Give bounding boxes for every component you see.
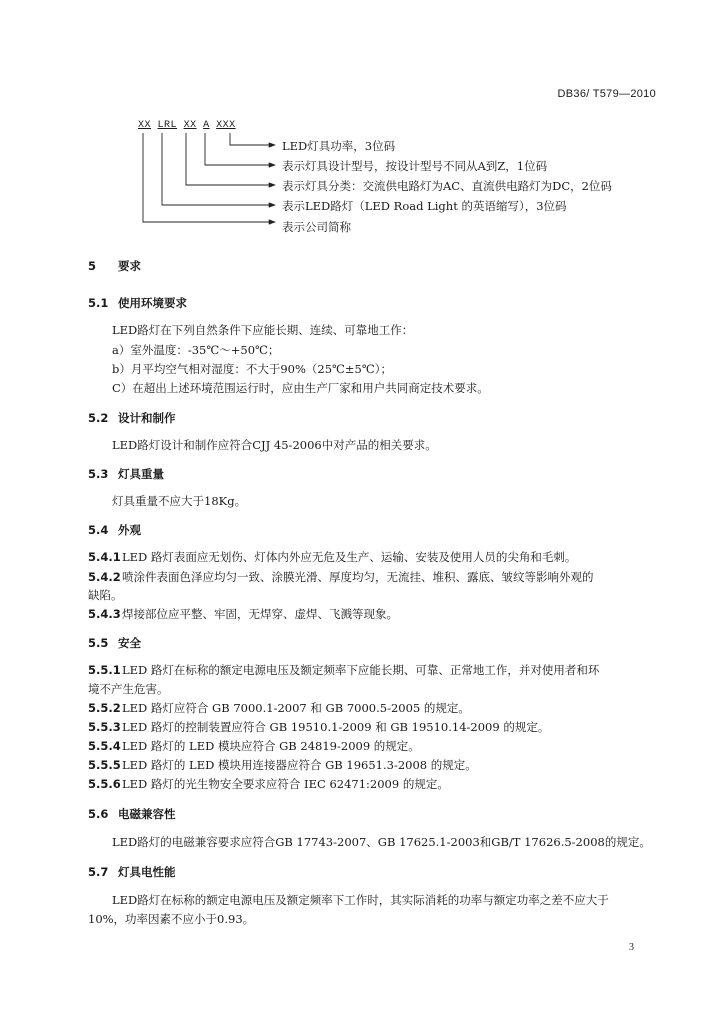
- naming-desc-power: LED灯具功率，3位码: [282, 139, 396, 153]
- section-heading: 5.1 使用环境要求: [88, 296, 187, 310]
- code-segment: XX: [138, 120, 152, 131]
- clause: 5.5.4LED 路灯的 LED 模块应符合 GB 24819-2009 的规定。: [88, 739, 420, 753]
- clause: 5.5.3LED 路灯的控制装置应符合 GB 19510.1-2009 和 GB 19510.14-2009 的规定。: [88, 720, 550, 734]
- page-number: 3: [629, 942, 634, 953]
- section-heading: 5 要求: [88, 259, 141, 273]
- clause: 5.5.1LED 路灯在标称的额定电源电压及额定频率下应能长期、可靠、正常地工作，并对使用者和环: [88, 663, 600, 677]
- code-segment: LRL: [157, 120, 178, 131]
- section-heading: 5.5 安全: [88, 636, 141, 650]
- clause: 5.4.3焊接部位应平整、牢固，无焊穿、虚焊、飞溅等现象。: [88, 607, 398, 621]
- clause: 5.5.5LED 路灯的 LED 模块用连接器应符合 GB 19651.3-2008 的规定。: [88, 758, 477, 772]
- clause: 5.4.2喷涂件表面色泽应均匀一致、涂膜光滑、厚度均匀，无流挂、堆积、露底、皱纹等影响外观的: [88, 570, 594, 584]
- clause-continuation: 缺陷。: [88, 588, 123, 602]
- clause: 5.5.6LED 路灯的光生物安全要求应符合 IEC 62471:2009 的规定。: [88, 777, 449, 791]
- section-heading: 5.6 电磁兼容性: [88, 807, 176, 821]
- naming-desc-model: 表示灯具设计型号，按设计型号不同从A到Z，1位码: [282, 159, 548, 173]
- arrow-line: [162, 133, 275, 205]
- code-segment: XXX: [216, 120, 236, 131]
- paragraph: C）在超出上述环境范围运行时，应由生产厂家和用户共同商定技术要求。: [112, 381, 489, 395]
- paragraph: 灯具重量不应大于18Kg。: [112, 494, 247, 508]
- paragraph: LED路灯在下列自然条件下应能长期、连续、可靠地工作：: [112, 323, 414, 337]
- code-segment: A: [203, 120, 210, 131]
- clause-continuation: 境不产生危害。: [88, 682, 169, 696]
- paragraph: a）室外温度：-35℃～+50℃；: [112, 343, 280, 357]
- arrow-line: [230, 133, 275, 145]
- paragraph-continuation: 10%，功率因素不应小于0.93。: [88, 912, 255, 926]
- paragraph: LED路灯的电磁兼容要求应符合GB 17743-2007、GB 17625.1-2003和GB/T 17626.5-2008的规定。: [112, 835, 651, 849]
- paragraph: LED路灯设计和制作应符合CJJ 45-2006中对产品的相关要求。: [112, 438, 437, 452]
- section-heading: 5.7 灯具电性能: [88, 865, 176, 879]
- naming-diagram-lines: [0, 0, 724, 260]
- document-code: DB36/ T579—2010: [557, 88, 656, 100]
- naming-desc-type: 表示灯具分类：交流供电路灯为AC、直流供电路灯为DC，2位码: [282, 179, 612, 193]
- clause: 5.5.2LED 路灯应符合 GB 7000.1-2007 和 GB 7000.5-2005 的规定。: [88, 701, 470, 715]
- section-heading: 5.2 设计和制作: [88, 411, 176, 425]
- section-heading: 5.4 外观: [88, 523, 141, 537]
- arrow-line: [143, 133, 275, 222]
- clause: 5.4.1LED 路灯表面应无划伤、灯体内外应无危及生产、运输、安装及使用人员的尖角和毛刺。: [88, 550, 577, 564]
- paragraph: LED路灯在标称的额定电源电压及额定频率下工作时，其实际消耗的功率与额定功率之差不应大于: [112, 893, 609, 907]
- code-segment: XX: [183, 120, 197, 131]
- section-heading: 5.3 灯具重量: [88, 467, 164, 481]
- naming-desc-company: 表示公司简称: [282, 220, 351, 234]
- arrow-line: [186, 133, 275, 185]
- arrow-line: [205, 133, 275, 165]
- naming-desc-led: 表示LED路灯（LED Road Light 的英语缩写），3位码: [282, 199, 567, 213]
- paragraph: b）月平均空气相对湿度：不大于90%（25℃±5℃）；: [112, 362, 392, 376]
